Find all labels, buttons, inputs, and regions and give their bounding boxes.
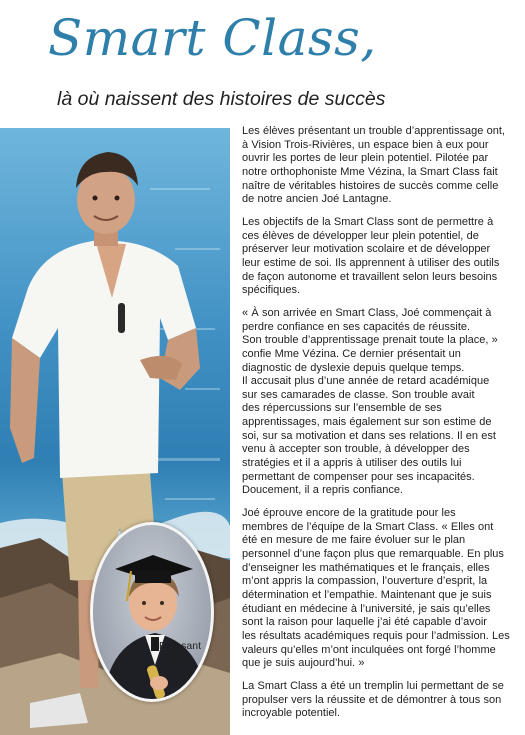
text-line: Les élèves présentant un trouble d’apprentissage ont, <box>242 125 505 137</box>
paragraph-conclusion <box>242 680 518 721</box>
article-body <box>242 125 518 730</box>
text-line: des répercussions sur l’ensemble de ses <box>242 402 442 415</box>
text-line: permettant de compenser pour ses incapacités. <box>242 470 475 483</box>
page-subtitle: là où naissent des histoires de succès <box>57 88 386 110</box>
text-line: membres de l’équipe de la Smart Class. « Elles ont <box>242 520 494 533</box>
text-line: à Vision Trois-Rivières, un espace bien à eux pour <box>242 138 489 151</box>
text-line: Il accusait plus d’une année de retard académique <box>242 375 490 388</box>
text-line: notre orthophoniste Mme Vézina, la Smart Class fait <box>242 165 498 178</box>
text-line: détermination et l’empathie. Maintenant que je suis <box>242 589 492 601</box>
text-line: préserver leur motivation scolaire et de développer <box>242 243 491 256</box>
text-line: ouvrir les portes de leur plein potentiel. Pilotée par <box>242 152 489 165</box>
paragraph-quote-joe <box>242 507 518 671</box>
text-line: soi, sur sa motivation et dans ses relations. Il en est <box>242 429 496 442</box>
text-line: spécifiques. <box>242 284 301 297</box>
paragraph-objectives <box>242 216 518 298</box>
caption-line: Finissant <box>158 640 201 652</box>
text-line: Joé éprouve encore de la gratitude pour les <box>242 507 456 520</box>
text-line: incroyable potentiel. <box>242 707 341 720</box>
text-line: sont la raison pour laquelle j’ai été capable d’avoir <box>242 616 487 629</box>
text-line: « À son arrivée en Smart Class, Joé commençait à <box>242 306 492 319</box>
text-line: propulser vers la réussite et de démontrer à tous son <box>242 693 502 706</box>
text-line: apprentissages, mais également sur son estime de <box>242 416 492 429</box>
text-line: de façon autonome et travaillent selon leurs besoins <box>242 270 498 283</box>
text-line: sur ses camarades de classe. Son trouble avait <box>242 388 475 401</box>
text-line: personnel d’une façon plus que remarquable. En plus <box>242 548 504 561</box>
text-line: Les objectifs de la Smart Class sont de permettre à <box>242 215 494 228</box>
text-line: valeurs qu’elles m’ont inculquées ont forgé l’homme <box>242 643 496 656</box>
text-line: stratégies et il a appris à utiliser des outils lui <box>242 457 462 470</box>
text-line: perdre confiance en ses capacités de réussite. <box>242 320 471 333</box>
text-line: leur estime de soi. Ils apprennent à utiliser des outils <box>242 256 500 269</box>
text-line: d’enseigner les mathématiques et le français, elles <box>242 561 490 574</box>
text-line: Son trouble d’apprentissage prenait toute la place, » <box>242 334 498 347</box>
text-line: naître de véritables histoires de succès comme celle <box>242 179 499 192</box>
paragraph-quote-vezina <box>242 307 518 498</box>
text-line: été en mesure de me faire évoluer sur le plan <box>242 534 466 547</box>
text-line: Doucement, il a repris confiance. <box>242 484 403 497</box>
graduation-inset-photo <box>90 522 214 702</box>
text-line: m’ont appris la compassion, l’ouverture d’esprit, la <box>242 575 488 588</box>
page-title: Smart Class, <box>48 9 377 67</box>
caption-year: 2014 <box>168 653 192 665</box>
text-line: La Smart Class a été un tremplin lui permettant de se <box>242 679 504 692</box>
text-line: confie Mme Vézina. Ce dernier présentait un <box>242 347 461 360</box>
text-line: étudiant en médecine à l’université, je sais qu’elles <box>242 602 491 615</box>
text-line: diagnostic de dyslexie depuis quelque temps. <box>242 361 465 374</box>
graduation-caption <box>150 640 210 666</box>
text-line: de notre ancien Joé Lantagne. <box>242 193 392 206</box>
text-line: venu à accepter son trouble, à développer des <box>242 443 470 456</box>
paragraph-intro <box>242 125 518 207</box>
text-line: ces élèves de développer leur plein potentiel, de <box>242 229 479 242</box>
text-line: les résultats académiques requis pour l’admission. Les <box>242 629 510 642</box>
text-line: que je suis aujourd’hui. » <box>242 657 365 670</box>
